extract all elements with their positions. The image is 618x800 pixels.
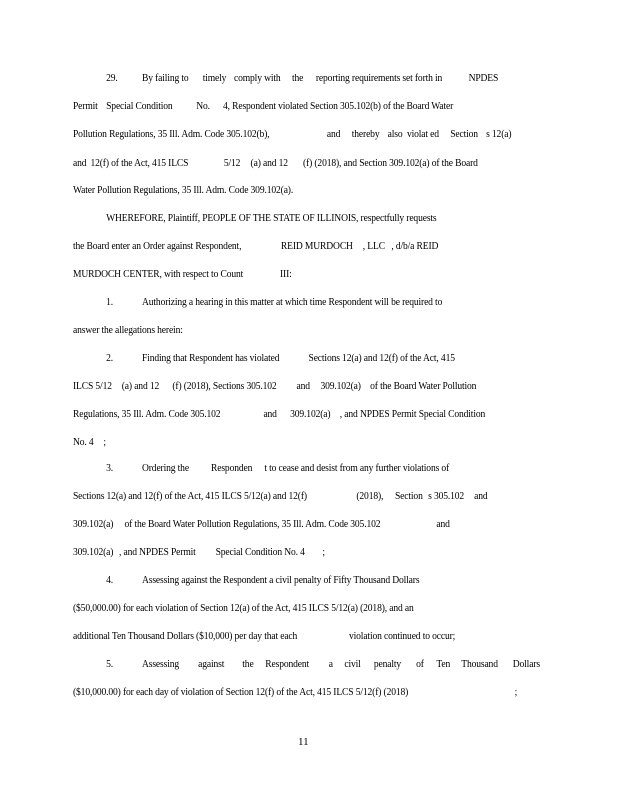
text-segment: thereby bbox=[351, 129, 380, 140]
text-segment: (f) (2018), Sections 305.102 bbox=[172, 381, 277, 392]
text-segment: reporting requirements set forth in bbox=[315, 73, 443, 84]
text-segment: and bbox=[263, 409, 277, 420]
text-segment: Sections 12(a) and 12(f) of the Act, 415 ILCS 5/12(a) and 12(f) bbox=[73, 491, 307, 502]
text-segment: 309.102(a) bbox=[290, 409, 331, 420]
text-segment: Section bbox=[395, 491, 423, 502]
text-segment: t to cease and desist from any further violations of bbox=[264, 463, 450, 474]
item-number: 3. bbox=[106, 463, 114, 474]
text-segment: Ordering the bbox=[142, 463, 189, 474]
text-segment: ; bbox=[322, 547, 325, 558]
text-segment: Assessing bbox=[142, 659, 180, 670]
text-segment: of the Board Water Pollution Regulations, 35 Ill. Adm. Code 305.102 bbox=[124, 519, 381, 530]
text-segment: WHEREFORE, Plaintiff, PEOPLE OF THE STATE OF ILLINOIS, respectfully requests bbox=[106, 213, 437, 224]
text-segment: , LLC bbox=[362, 241, 385, 252]
text-segment: (a) and 12 bbox=[121, 381, 160, 392]
text-segment: (2018), bbox=[356, 491, 384, 502]
text-segment: Responden bbox=[211, 463, 253, 474]
text-segment: , and NPDES Permit Special Condition bbox=[339, 409, 486, 420]
text-segment: Ten bbox=[436, 659, 451, 670]
text-segment: ILCS 5/12 bbox=[73, 381, 112, 392]
text-segment: Finding that Respondent has violated bbox=[142, 353, 280, 364]
text-segment: penalty bbox=[373, 659, 402, 670]
item-number: 4. bbox=[106, 575, 114, 586]
text-segment: ; bbox=[103, 437, 106, 448]
text-segment: Special Condition No. 4 bbox=[215, 547, 305, 558]
text-segment: answer the allegations herein: bbox=[73, 325, 183, 336]
text-segment: Assessing against the Respondent a civil penalty of Fifty Thousand Dollars bbox=[142, 575, 420, 586]
text-segment: III: bbox=[280, 269, 292, 280]
text-segment: timely bbox=[202, 73, 227, 84]
text-segment: 12(f) of the Act, 415 ILCS bbox=[90, 158, 189, 169]
text-segment: ; bbox=[514, 687, 518, 698]
text-segment: (a) and 12 bbox=[250, 158, 288, 169]
text-segment: ($10,000.00) for each day of violation of Section 12(f) of the Act, 415 ILCS 5/12(f) (2018) bbox=[73, 687, 409, 698]
page-number: 11 bbox=[298, 736, 309, 748]
text-segment: the bbox=[242, 659, 254, 670]
text-segment: No. 4 bbox=[73, 437, 94, 448]
text-segment: No. bbox=[196, 101, 210, 112]
text-segment: (f) (2018), and Section 309.102(a) of the Board bbox=[303, 158, 478, 169]
text-segment: MURDOCH CENTER, with respect to Count bbox=[73, 269, 244, 280]
text-segment: civil bbox=[344, 659, 361, 670]
text-segment: ($50,000.00) for each violation of Section 12(a) of the Act, 415 ILCS 5/12(a) (2018), and an bbox=[73, 603, 414, 614]
text-segment: Dollars bbox=[512, 659, 540, 670]
text-segment: Authorizing a hearing in this matter at which time Respondent will be required to bbox=[142, 297, 443, 308]
text-segment: 309.102(a) bbox=[73, 547, 114, 558]
text-segment: Respondent bbox=[265, 659, 310, 670]
text-segment: s 305.102 bbox=[428, 491, 465, 502]
text-segment: 4, Respondent violated Section 305.102(b) of the Board Water bbox=[222, 101, 454, 112]
text-segment: a bbox=[328, 659, 333, 670]
item-number: 2. bbox=[106, 353, 114, 364]
text-segment: , and NPDES Permit bbox=[119, 547, 196, 558]
text-segment: 5/12 bbox=[223, 158, 241, 169]
item-number: 5. bbox=[106, 659, 114, 670]
text-segment: Special Condition bbox=[106, 101, 173, 112]
text-segment: and bbox=[296, 381, 310, 392]
text-segment: and bbox=[73, 158, 87, 169]
text-segment: Permit bbox=[73, 101, 98, 112]
text-segment: also bbox=[387, 129, 403, 140]
text-segment: Regulations, 35 Ill. Adm. Code 305.102 bbox=[73, 409, 221, 420]
text-segment: , d/b/a REID bbox=[391, 241, 439, 252]
text-segment: NPDES bbox=[468, 73, 499, 84]
text-segment: against bbox=[198, 659, 225, 670]
text-segment: the bbox=[291, 73, 304, 84]
text-segment: Pollution Regulations, 35 Ill. Adm. Code 305.102(b), bbox=[73, 129, 270, 140]
text-segment: 309.102(a) bbox=[73, 519, 114, 530]
text-segment: Sections 12(a) and 12(f) of the Act, 415 bbox=[308, 353, 455, 364]
text-segment: 309.102(a) bbox=[320, 381, 361, 392]
text-segment: of bbox=[416, 659, 424, 670]
paragraph-number: 29. bbox=[106, 73, 118, 84]
text-segment: comply with bbox=[234, 73, 281, 84]
text-segment: Thousand bbox=[461, 659, 498, 670]
respondent-name: REID MURDOCH bbox=[280, 241, 353, 252]
text-segment: and bbox=[474, 491, 488, 502]
text-segment: s 12(a) bbox=[486, 129, 512, 140]
text-segment: Section bbox=[450, 129, 478, 140]
text-segment: and bbox=[326, 129, 341, 140]
text-segment: By failing to bbox=[142, 73, 189, 84]
text-segment: violation continued to occur; bbox=[349, 631, 456, 642]
text-segment: and bbox=[436, 519, 450, 530]
text-segment: violat ed bbox=[406, 129, 439, 140]
text-segment: Water Pollution Regulations, 35 Ill. Adm. Code 309.102(a). bbox=[73, 185, 294, 196]
text-segment: the Board enter an Order against Respondent, bbox=[73, 241, 242, 252]
item-number: 1. bbox=[106, 297, 114, 308]
text-segment: additional Ten Thousand Dollars ($10,000) per day that each bbox=[73, 631, 298, 642]
text-segment: of the Board Water Pollution bbox=[370, 381, 477, 392]
